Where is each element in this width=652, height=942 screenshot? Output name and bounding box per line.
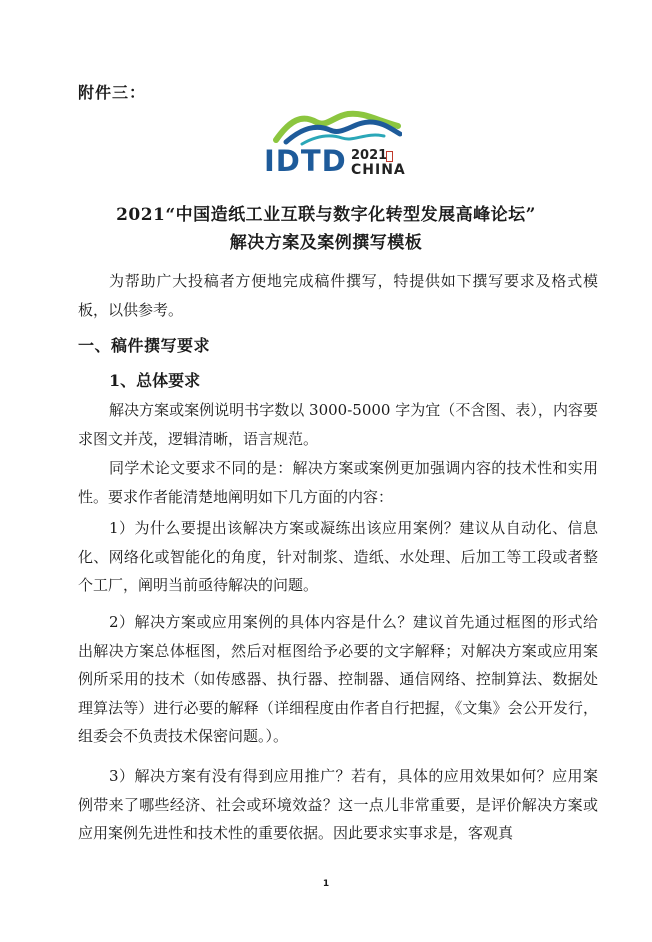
body-paragraph: 1）为什么要提出该解决方案或凝练出该应用案例？建议从自动化、信息化、网络化或智能化的角度，针对制浆、造纸、水处理、后加工等工段或者整个工厂，阐明当前亟待解决的问题。 bbox=[78, 519, 598, 595]
document-title-line1: 2021“中国造纸工业互联与数字化转型发展高峰论坛” bbox=[116, 205, 536, 225]
idtd-logo bbox=[262, 106, 412, 184]
body-paragraph: 2）解决方案或应用案例的具体内容是什么？建议首先通过框图的形式给出解决方案总体框图，然后对框图给予必要的文字解释；对解决方案或应用案例所采用的技术（如传感器、执行器、控制器、通信网络、控制算法、数据处理算法等）进行必要的解释（详细程度由作者自行把握，《文集》会公开发行，组委会不负责技术保密问题。）。 bbox=[78, 613, 598, 746]
subsection-heading: 1、总体要求 bbox=[109, 371, 201, 390]
body-paragraph: 解决方案或案例说明书字数以 3000-5000 字为宜（不含图、表），内容要求图文并茂，逻辑清晰，语言规范。 bbox=[78, 401, 598, 448]
body-paragraph: 3）解决方案有没有得到应用推广？若有，具体的应用效果如何？应用案例带来了哪些经济、社会或环境效益？这一点儿非常重要，是评价解决方案或应用案例先进性和技术性的重要依据。因此要求实事求是，客观真 bbox=[78, 767, 598, 843]
section-heading: 一、稿件撰写要求 bbox=[78, 336, 211, 355]
logo-text: IDTD bbox=[264, 144, 347, 178]
logo-seal-icon bbox=[386, 151, 393, 162]
logo-year: 2021 bbox=[351, 148, 388, 163]
document-title-line2: 解决方案及案例撰写模板 bbox=[229, 233, 423, 253]
intro-paragraph: 为帮助广大投稿者方便地完成稿件撰写，特提供如下撰写要求及格式模板，以供参考。 bbox=[78, 272, 598, 319]
mountain-wave-logo-icon bbox=[272, 106, 402, 146]
page-number: 1 bbox=[322, 879, 330, 889]
attachment-label: 附件三： bbox=[78, 83, 147, 102]
logo-country: CHINA bbox=[351, 162, 406, 178]
body-paragraph: 同学术论文要求不同的是：解决方案或案例更加强调内容的技术性和实用性。要求作者能清楚地阐明如下几方面的内容： bbox=[78, 459, 598, 506]
